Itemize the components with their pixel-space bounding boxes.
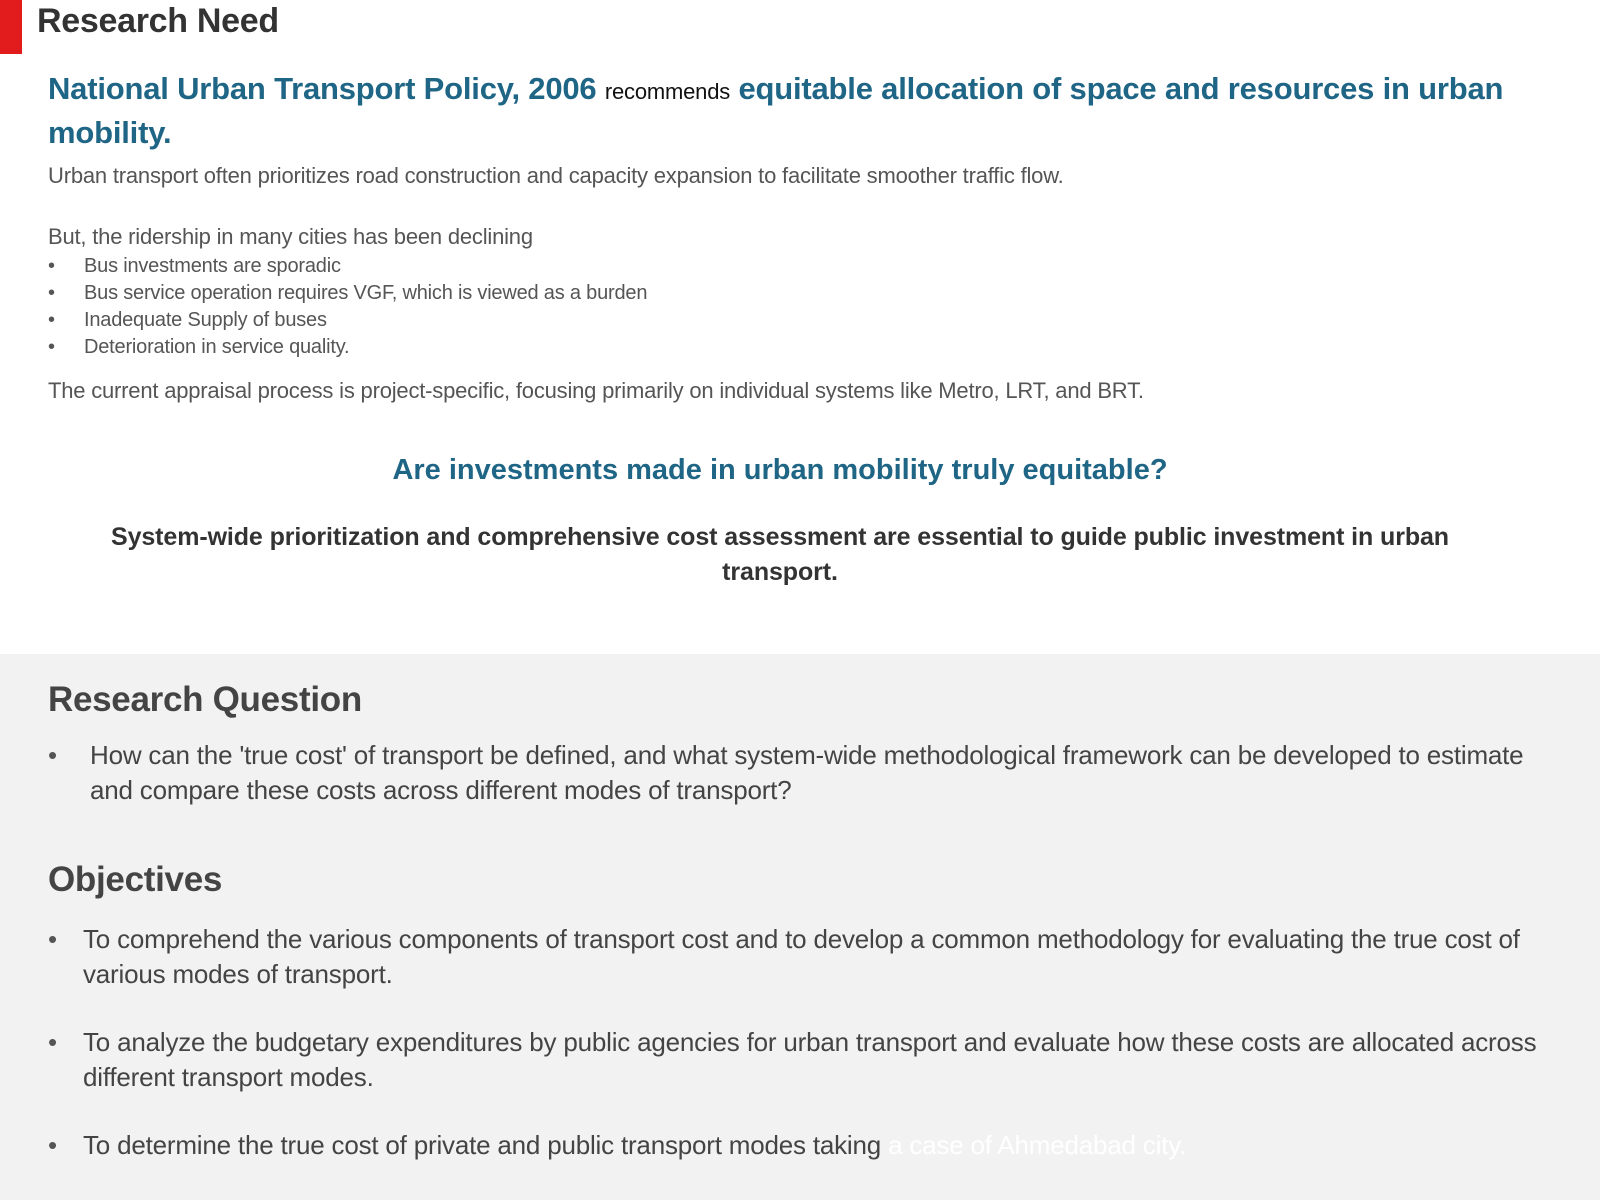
objective-item: • To analyze the budgetary expenditures by public agencies for urban transport and evaluate how these costs are allocated across different transport modes. bbox=[48, 1027, 1537, 1092]
list-item: • Deterioration in service quality. bbox=[48, 334, 647, 361]
ridership-text: But, the ridership in many cities has been declining bbox=[48, 224, 533, 249]
title-accent-bar bbox=[0, 0, 22, 54]
policy-name: National Urban Transport Policy, 2006 bbox=[48, 71, 597, 106]
list-item: • Inadequate Supply of buses bbox=[48, 307, 647, 334]
key-question: Are investments made in urban mobility truly equitable? bbox=[392, 454, 1168, 486]
page-title: Research Need bbox=[37, 2, 279, 40]
list-item: • Bus service operation requires VGF, which is viewed as a burden bbox=[48, 280, 647, 307]
ridership-reasons-list bbox=[48, 253, 647, 361]
policy-recommendation: equitable allocation of space and resources in urban mobility. bbox=[48, 71, 1504, 150]
policy-statement bbox=[48, 68, 1508, 153]
bullet: • bbox=[48, 924, 57, 954]
research-question-title: Research Question bbox=[48, 680, 362, 719]
appraisal-text: The current appraisal process is project-specific, focusing primarily on individual systems like Metro, LRT, and BRT. bbox=[48, 378, 1144, 403]
objectives-title: Objectives bbox=[48, 860, 223, 899]
conclusion-statement: System-wide prioritization and comprehensive cost assessment are essential to guide public investment in urban transport. bbox=[111, 523, 1449, 586]
objective-item bbox=[48, 1128, 1548, 1163]
objective-item: • To comprehend the various components of transport cost and to develop a common methodology for evaluating the true cost of various modes of transport. bbox=[48, 924, 1520, 989]
bullet: • bbox=[48, 309, 55, 331]
bullet: • bbox=[48, 740, 57, 770]
faded-text: a case of Ahmedabad city. bbox=[888, 1130, 1187, 1160]
bullet: • bbox=[48, 1130, 57, 1160]
road-construction-text: Urban transport often prioritizes road construction and capacity expansion to facilitate smoother traffic flow. bbox=[48, 163, 1064, 188]
objective-text: To determine the true cost of private and public transport modes taking bbox=[83, 1130, 882, 1160]
bullet: • bbox=[48, 282, 55, 304]
research-question-item: • How can the 'true cost' of transport be defined, and what system-wide methodological framework can be developed to estimate and compare these costs across different modes of transport? bbox=[48, 740, 1524, 805]
policy-verb: recommends bbox=[604, 79, 731, 104]
list-item: • Bus investments are sporadic bbox=[48, 253, 647, 280]
bullet: • bbox=[48, 255, 55, 277]
bullet: • bbox=[48, 336, 55, 358]
bullet: • bbox=[48, 1027, 57, 1057]
